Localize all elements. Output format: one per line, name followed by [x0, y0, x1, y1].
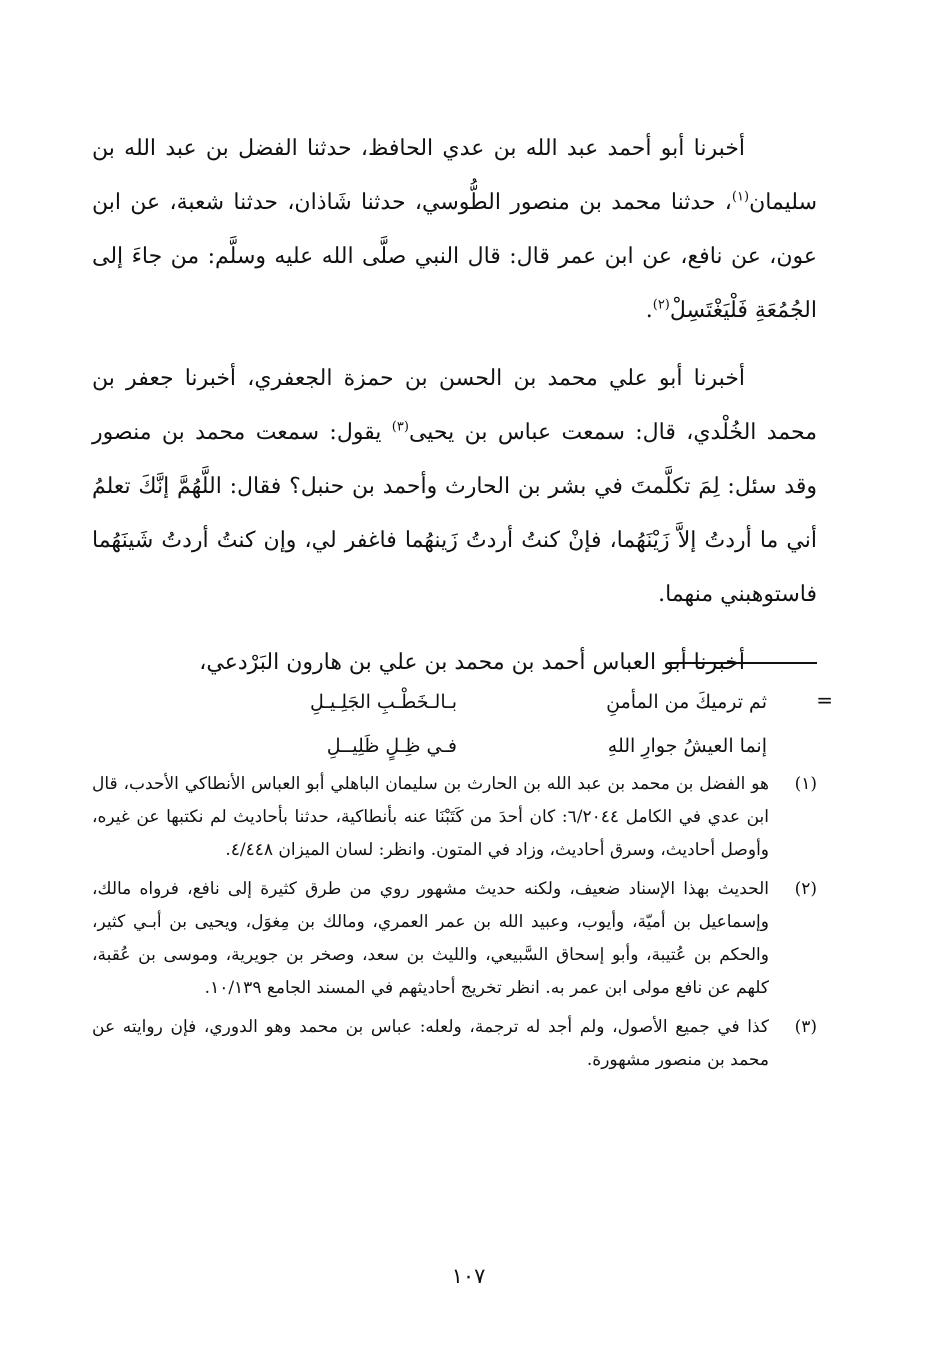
footnote-1 — [92, 768, 817, 867]
footnote-number: (٣) — [794, 1017, 817, 1037]
page-number: ١٠٧ — [451, 1264, 486, 1288]
verse-line — [207, 724, 767, 768]
footnote-text: كذا في جميع الأصول، ولم أجد له ترجمة، ولعله: عباس بن محمد وهو الدوري، فإن روايته عن محمد بن منصور مشهورة. — [92, 1017, 769, 1070]
main-text — [92, 122, 817, 704]
paragraph-1 — [92, 122, 817, 338]
footnote-text: هو الفضل بن محمد بن عبد الله بن الحارث بن سليمان الباهلي أبو العباس الأنطاكي الأحدب، قال ابن عدي في الكامل ٦/٢٠٤٤: كان أحدَ من كَتَبْنَا عنه بأنطاكية، حدثنا بأحاديث لم نكتبها عن غيره، وأوصل أحاديث، وسرق أحاديث، وزاد في المتون. وانظر: لسان الميزان ٤/٤٤٨. — [92, 774, 769, 860]
footnote-separator — [669, 662, 817, 664]
verse-hemistich: ثم ترميكَ من المأمنِ — [606, 691, 767, 713]
footnote-3 — [92, 1011, 817, 1077]
verse-hemistich: بـالـخَطْـبِ الجَلِـيـلِ — [310, 691, 457, 713]
verse-line — [207, 680, 767, 724]
paragraph-2-text-a: أخبرنا أبو علي محمد بن الحسن بن حمزة الجعفري، أخبرنا جعفر بن محمد الخُلْدي، قال: سمعت عباس بن يحيى — [92, 366, 817, 445]
footnote-ref-2[interactable]: (٢) — [652, 297, 670, 313]
paragraph-1-text-a: أخبرنا أبو أحمد عبد الله بن عدي الحافظ، حدثنا الفضل بن عبد الله بن سليمان — [92, 136, 817, 215]
footnote-number: (١) — [794, 774, 817, 794]
paragraph-1-end: . — [645, 298, 653, 323]
paragraph-3-text: أخبرنا أبو العباس أحمد بن محمد بن علي بن هارون البَرْدعي، — [199, 650, 745, 675]
paragraph-2 — [92, 352, 817, 622]
footnote-ref-3[interactable]: (٣) — [391, 419, 409, 435]
verse-hemistich: فـي ظِـلٍ ظَلِيــلِ — [326, 735, 457, 757]
footnote-ref-1[interactable]: (١) — [731, 189, 750, 205]
footnote-text: الحديث بهذا الإسناد ضعيف، ولكنه حديث مشهور روي من طرق كثيرة إلى نافع، فرواه مالك، وإسماعيل بن أميّة، وأيوب، وعبيد الله بن عمر العمري، ومالك بن مِغوَل، ويحيى بن أبـي كثير، والحكم بن عُتيبة، وأبو إسحاق السَّبيعي، والليث بن سعد، وصخر بن جويرية، وموسى بن عُقبة، كلهم عن نافع مولى ابن عمر به. انظر تخريج أحاديثهم في المسند الجامع ١٠/١٣٩. — [92, 879, 769, 998]
continuation-mark: = — [816, 688, 833, 712]
paragraph-2-text-b: يقول: سمعت محمد بن منصور وقد سئل: لِمَ تكلَّمتَ في بشر بن الحارث وأحمد بن حنبل؟ فقال: اللَّهُمَّ إنَّكَ تعلمُ أني ما أردتُ إلاَّ زَيْنَهُما، فإنْ كنتُ أردتُ زَينهُما فاغفر لي، وإن كنتُ أردتُ شَينَهُما فاستوهبني منهما. — [92, 420, 817, 607]
footnote-2 — [92, 873, 817, 1005]
footnotes — [92, 768, 817, 1083]
verse-hemistich: إنما العيشُ جوارِ اللهِ — [607, 735, 767, 757]
paragraph-1-text-b: ، حدثنا محمد بن منصور الطُّوسي، حدثنا شَاذان، حدثنا شعبة، عن ابن عون، عن نافع، عن ابن عمر قال: قال النبي صلَّى الله عليه وسلَّم: من جاءَ إلى الجُمُعَةِ فَلْيَغْتَسِلْ — [92, 190, 817, 323]
footnote-number: (٢) — [794, 879, 817, 899]
footnote-verse — [207, 680, 767, 768]
